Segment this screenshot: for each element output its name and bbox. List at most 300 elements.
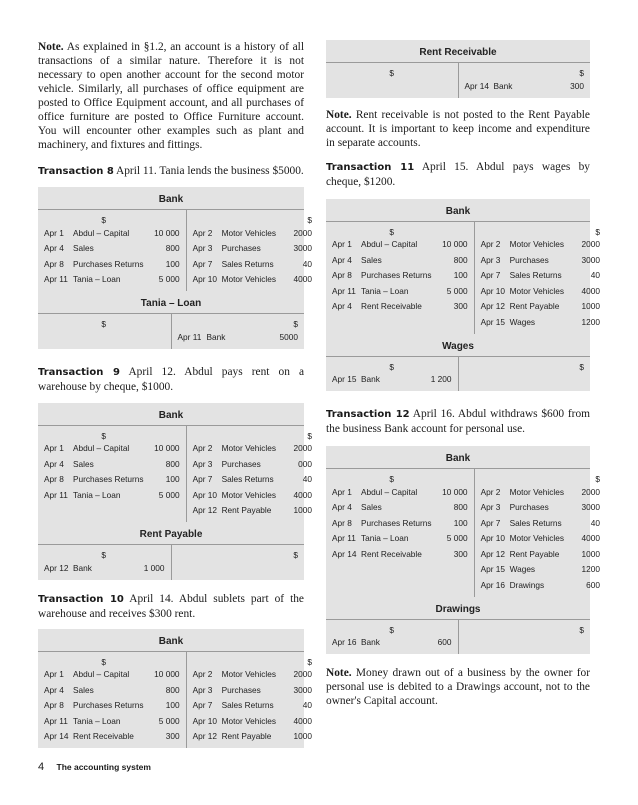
credit-entry [481,577,600,593]
entry-description: Purchases [221,684,261,695]
entry-amount: 2000 [293,443,312,454]
currency-row [332,222,468,237]
credit-entry [481,546,600,562]
entry-amount: 40 [302,474,312,485]
entry-description: Sales [361,502,382,513]
account-title: Wages [326,334,590,357]
entry-description: Motor Vehicles [221,274,276,285]
debit-entry [332,531,468,547]
entry-amount: 300 [165,731,180,742]
rent-receivable-group [326,40,590,98]
entry-amount: 100 [165,258,180,269]
debit-entry [44,456,180,472]
note-label: Note. [326,108,352,121]
entry-date: Apr 4 [332,254,352,265]
currency-row [193,210,312,225]
entry-description: Tania – Loan [73,489,121,500]
entry-date: Apr 1 [332,239,352,250]
entry-date: Apr 1 [44,227,64,238]
entry-amount: 4000 [293,274,312,285]
bank-account-group-tx8 [38,187,312,349]
entry-amount: 5 000 [446,533,468,544]
credit-entry [193,472,312,488]
entry-description: Rent Payable [509,301,560,312]
bank-account-group-tx10 [38,629,312,749]
account-body [38,314,304,349]
t-account [38,187,312,291]
bank-account-group-tx9 [38,403,312,580]
entry-date: Apr 10 [192,715,218,726]
entry-description: Rent Payable [221,731,272,742]
transaction-12 [326,407,590,436]
entry-amount: 800 [165,684,180,695]
entry-description: Motor Vehicles [509,533,564,544]
entry-date: Apr 14 [332,548,357,559]
entry-amount: 10 000 [154,227,180,238]
right-column [326,0,600,708]
entry-date: Apr 3 [480,254,501,265]
note-label: Note. [326,667,352,679]
currency-row [465,620,585,635]
currency-row [465,63,585,78]
entry-date: Apr 8 [44,700,64,711]
entry-amount: 600 [437,637,452,648]
credit-entry [465,78,585,94]
entry-description: Purchases [509,254,549,265]
transaction-8 [38,164,304,179]
credit-side [475,222,606,334]
entry-date: Apr 15 [480,564,506,575]
credit-entry [481,268,600,284]
debit-entry [44,667,180,683]
entry-amount: 40 [302,700,312,711]
entry-description: Abdul – Capital [361,239,418,250]
entry-description: Abdul – Capital [73,443,130,454]
debit-entry [332,500,468,516]
credit-side [459,63,591,98]
currency-symbol: $ [101,550,106,560]
currency-symbol: $ [307,215,312,225]
entry-amount: 10 000 [442,486,468,497]
entry-date: Apr 12 [192,731,218,742]
currency-row [332,469,468,484]
debit-entry [332,546,468,562]
entry-date: Apr 14 [44,731,69,742]
entry-date: Apr 12 [44,562,69,573]
entry-amount: 000 [298,458,312,469]
credit-entry [481,531,600,547]
entry-amount: 5000 [279,331,298,342]
entry-description: Rent Receivable [361,548,422,559]
account-body [326,469,600,597]
entry-date: Apr 12 [480,301,506,312]
entry-date: Apr 12 [192,505,218,516]
debit-entry [332,635,452,651]
entry-amount: 2000 [293,227,312,238]
entry-date: Apr 3 [192,684,213,695]
account-body [38,426,312,523]
entry-date: Apr 7 [192,474,213,485]
currency-symbol: $ [389,361,394,372]
debit-side [38,210,187,291]
debit-entry [44,698,180,714]
currency-symbol: $ [389,226,394,237]
entry-description: Purchases [221,243,261,254]
credit-entry [193,729,312,745]
credit-entry [193,667,312,683]
entry-date: Apr 4 [332,502,352,513]
entry-description: Purchases [509,502,549,513]
credit-entry [193,256,312,272]
account-title: Drawings [326,597,590,620]
entry-description: Motor Vehicles [221,227,276,238]
entry-amount: 300 [453,548,468,559]
entry-amount: 3000 [293,684,312,695]
entry-amount: 2000 [581,486,600,497]
debit-entry [332,484,468,500]
entry-date: Apr 4 [44,458,64,469]
entry-date: Apr 7 [480,270,501,281]
entry-description: Rent Payable [221,505,272,516]
debit-side [326,63,459,98]
entry-description: Motor Vehicles [221,443,276,454]
running-title: The accounting system [56,762,151,772]
entry-description: Wages [509,316,536,327]
account-title: Bank [38,403,304,426]
entry-amount: 600 [586,579,600,590]
transaction-10 [38,592,304,621]
currency-symbol: $ [307,656,312,667]
entry-amount: 40 [590,270,600,281]
currency-row [44,210,180,225]
entry-amount: 3000 [581,254,600,265]
bank-account-group-tx11 [326,199,600,392]
credit-entry [193,272,312,288]
entry-description: Motor Vehicles [221,489,276,500]
entry-description: Purchases Returns [73,700,144,711]
entry-description: Motor Vehicles [221,715,276,726]
entry-description: Motor Vehicles [509,239,564,250]
transaction-label: Transaction 8 [38,166,114,177]
credit-side [475,469,606,597]
page-number: 4 [38,761,45,773]
entry-amount: 4000 [293,715,312,726]
t-account [38,403,312,523]
entry-amount: 3000 [581,502,600,513]
credit-entry [193,682,312,698]
entry-description: Bank [206,331,226,342]
bank-account-group-tx12 [326,446,600,654]
account-body [326,357,590,392]
entry-description: Abdul – Capital [73,227,130,238]
t-account [326,334,590,392]
entry-description: Purchases Returns [361,517,432,528]
currency-symbol: $ [101,430,106,441]
credit-entry [193,441,312,457]
entry-date: Apr 4 [332,301,352,312]
currency-symbol: $ [101,215,106,225]
transaction-label: Transaction 12 [326,409,410,420]
t-account [38,291,304,349]
account-body [326,620,590,655]
entry-description: Tania – Loan [73,715,121,726]
debit-entry [44,560,165,576]
transaction-11 [326,160,590,189]
note-text: As explained in §1.2, an account is a history of all transactions of a similar nature. Therefore it is not necessary to open another account for the second motor vehicle. Similarly, all purchases of office equipment are posted to Office Equipment account, and all purchases of office furniture are posted to Office Furniture account. You will encounter other examples such as plant and machinery, and fixtures and fittings. [38,41,304,151]
entry-date: Apr 8 [44,474,64,485]
entry-date: Apr 2 [480,486,501,497]
transaction-9 [38,365,304,394]
entry-date: Apr 3 [192,243,213,254]
entry-amount: 800 [165,458,180,469]
debit-entry [44,256,180,272]
credit-entry [193,503,312,519]
entry-amount: 1 200 [430,374,452,385]
entry-date: Apr 15 [480,316,506,327]
currency-row [178,314,299,329]
entry-amount: 2000 [581,239,600,250]
entry-description: Motor Vehicles [509,486,564,497]
currency-symbol: $ [389,68,394,78]
debit-side [38,426,187,523]
t-account [326,199,600,334]
entry-description: Wages [509,564,536,575]
credit-entry [481,299,600,315]
entry-amount: 40 [590,517,600,528]
note-paragraph [38,40,304,152]
currency-symbol: $ [579,624,584,635]
entry-date: Apr 11 [332,533,356,544]
entry-description: Bank [73,562,92,573]
note-label: Note. [38,41,64,53]
entry-description: Sales [73,684,94,695]
entry-date: Apr 2 [192,443,213,454]
entry-description: Motor Vehicles [221,669,276,680]
entry-date: Apr 11 [44,715,68,726]
debit-side [38,652,187,749]
debit-side [38,545,172,580]
entry-description: Purchases Returns [73,474,144,485]
transaction-text: April 11. Tania lends the business $5000. [116,165,304,177]
entry-amount: 10 000 [154,443,180,454]
debit-side [326,357,459,392]
credit-side [172,545,305,580]
account-title: Rent Payable [38,522,304,545]
entry-description: Rent Payable [509,548,560,559]
entry-date: Apr 8 [332,517,352,528]
currency-row [178,545,299,560]
entry-description: Sales [73,458,94,469]
credit-side [459,620,591,655]
entry-description: Tania – Loan [73,274,121,285]
entry-description: Rent Receivable [361,301,422,312]
currency-row [332,357,452,372]
currency-symbol: $ [579,68,584,78]
entry-date: Apr 10 [192,489,218,500]
entry-description: Rent Receivable [73,731,134,742]
entry-amount: 1000 [293,731,312,742]
entry-date: Apr 2 [480,239,501,250]
debit-entry [44,487,180,503]
entry-amount: 4000 [581,285,600,296]
entry-date: Apr 2 [192,227,213,238]
entry-date: Apr 11 [44,274,68,285]
entry-amount: 5 000 [158,489,180,500]
transaction-label: Transaction 9 [38,366,121,378]
entry-description: Sales Returns [221,700,274,711]
credit-entry [193,487,312,503]
debit-entry [332,372,452,388]
debit-entry [332,237,468,253]
transaction-text: April 14. Abdul sublets part of the warehouse and receives $300 rent. [38,592,304,620]
entry-date: Apr 7 [480,517,501,528]
note-text: Money drawn out of a business by the owner for personal use is debited to a Drawings account, not to the owner's Capital account. [326,667,590,707]
entry-amount: 1000 [581,548,600,559]
entry-date: Apr 16 [480,579,506,590]
entry-date: Apr 11 [177,331,202,342]
transaction-label: Transaction 10 [38,593,124,605]
debit-side [326,469,475,597]
account-title: Tania – Loan [38,291,304,314]
entry-amount: 10 000 [442,239,468,250]
currency-row [193,652,312,667]
entry-amount: 3000 [293,243,312,254]
entry-date: Apr 15 [332,374,357,385]
transaction-text: April 12. Abdul pays rent on a warehouse by cheque, $1000. [38,365,305,393]
debit-entry [332,283,468,299]
credit-entry [193,698,312,714]
debit-entry [44,441,180,457]
currency-row [481,469,600,484]
credit-entry [193,241,312,257]
debit-entry [332,515,468,531]
t-account [326,40,590,98]
entry-date: Apr 4 [44,684,64,695]
entry-amount: 4000 [293,489,312,500]
credit-entry [193,456,312,472]
entry-amount: 1200 [581,564,600,575]
entry-date: Apr 7 [192,700,213,711]
t-account [326,446,600,597]
entry-amount: 1000 [581,301,600,312]
entry-amount: 300 [570,80,584,91]
currency-row [44,314,165,329]
note-text: Rent receivable is not posted to the Rent Payable account. It is important to keep income and expenditure in separate accounts. [326,108,590,149]
currency-symbol: $ [101,656,106,667]
credit-side [187,426,318,523]
currency-row [193,426,312,441]
entry-description: Sales [73,243,94,254]
credit-side [187,210,318,291]
account-title: Bank [38,187,304,210]
entry-description: Purchases [221,458,261,469]
debit-entry [44,472,180,488]
currency-symbol: $ [307,430,312,441]
entry-date: Apr 8 [44,258,64,269]
entry-amount: 800 [165,243,180,254]
t-account [38,629,312,749]
entry-amount: 800 [453,254,468,265]
account-body [326,63,590,98]
t-account [326,597,590,655]
entry-date: Apr 1 [44,443,64,454]
account-body [38,210,312,291]
page-footer [38,761,151,773]
entry-description: Sales Returns [221,474,274,485]
debit-side [326,620,459,655]
entry-amount: 5 000 [158,274,180,285]
entry-date: Apr 16 [332,637,357,648]
currency-symbol: $ [595,226,600,237]
currency-row [481,222,600,237]
entry-date: Apr 8 [332,270,352,281]
credit-entry [481,500,600,516]
entry-description: Tania – Loan [361,533,409,544]
debit-side [326,222,475,334]
entry-amount: 100 [165,474,180,485]
entry-amount: 10 000 [154,669,180,680]
entry-amount: 2000 [293,669,312,680]
currency-row [465,357,585,372]
debit-entry [44,713,180,729]
entry-description: Purchases Returns [361,270,432,281]
left-column [38,0,312,748]
currency-row [44,652,180,667]
entry-date: Apr 2 [192,669,213,680]
entry-description: Sales [361,254,382,265]
entry-amount: 5 000 [446,285,468,296]
entry-description: Drawings [509,579,545,590]
entry-date: Apr 10 [480,285,506,296]
debit-side [38,314,172,349]
credit-side [187,652,318,749]
currency-row [332,620,452,635]
entry-description: Sales Returns [509,270,562,281]
entry-amount: 800 [453,502,468,513]
entry-amount: 1200 [581,316,600,327]
credit-entry [193,713,312,729]
debit-entry [44,272,180,288]
account-title: Bank [326,199,590,222]
credit-side [459,357,591,392]
transaction-text: April 15. Abdul pays wages by cheque, $1200. [326,160,591,188]
entry-amount: 40 [302,258,312,269]
entry-date: Apr 10 [480,533,506,544]
currency-symbol: $ [579,361,584,372]
entry-amount: 100 [453,270,468,281]
credit-entry [481,252,600,268]
note-paragraph-2 [326,108,590,150]
credit-entry [481,314,600,330]
entry-date: Apr 7 [192,258,213,269]
entry-date: Apr 1 [44,669,64,680]
currency-row [44,545,165,560]
debit-entry [332,268,468,284]
entry-date: Apr 12 [480,548,506,559]
account-title: Rent Receivable [326,40,590,63]
currency-row [44,426,180,441]
entry-amount: 1000 [293,505,312,516]
account-title: Bank [38,629,304,652]
entry-date: Apr 10 [192,274,218,285]
t-account [38,522,304,580]
debit-entry [332,252,468,268]
entry-description: Tania – Loan [361,285,409,296]
entry-amount: 5 000 [158,715,180,726]
credit-entry [481,237,600,253]
credit-entry [481,484,600,500]
account-body [38,545,304,580]
